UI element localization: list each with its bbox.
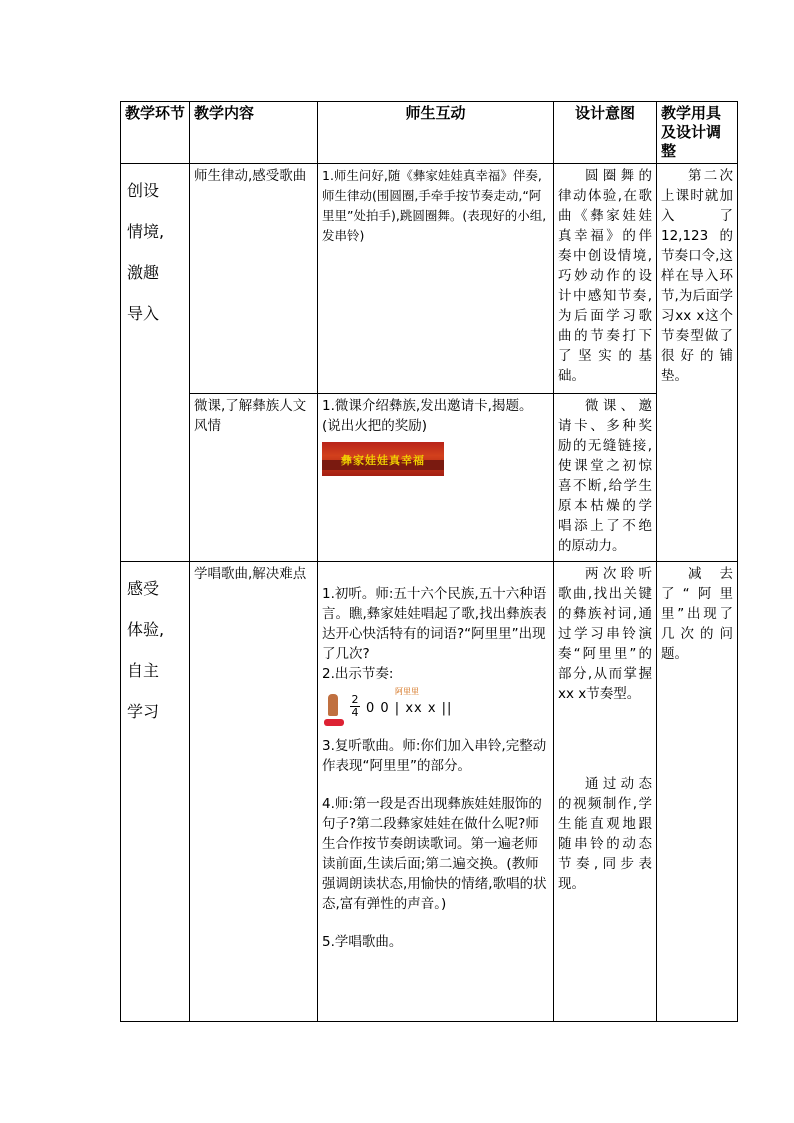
time-signature: 2 4 [351, 693, 359, 719]
header-tools: 教学用具及设计调整 [657, 102, 738, 164]
section-1-row-2 [121, 394, 738, 562]
section-2-stage: 感受 体验, 自主 学习 [121, 562, 190, 1022]
bell-icon [324, 719, 344, 726]
section-1-interaction-2-text: 1.微课介绍彝族,发出邀请卡,揭题。(说出火把的奖励) [322, 398, 533, 434]
section-1-stage: 创设 情境, 激趣 导入 [121, 164, 190, 562]
header-intent: 设计意图 [554, 102, 657, 164]
intent-para-1: 两次聆听歌曲,找出关键的彝族衬词,通过学习串铃演奏“阿里里”的部分,从而掌握xx x节奏型。 [558, 566, 652, 702]
header-interaction: 师生互动 [318, 102, 554, 164]
interaction-step-5: 5.学唱歌曲。 [322, 934, 403, 950]
interaction-step-2: 2.出示节奏: [322, 666, 394, 682]
interaction-step-3: 3.复听歌曲。师:你们加入串铃,完整动作表现“阿里里”的部分。 [322, 738, 547, 774]
lesson-plan-table [120, 101, 738, 1022]
header-content: 教学内容 [190, 102, 318, 164]
banner-title: 彝家娃娃真幸福 [341, 454, 425, 467]
rhythm-lyric-label: 阿里里 [395, 687, 419, 696]
rhythm-notes: 0 0 | xx x || [366, 701, 453, 716]
section-1-interaction-2 [318, 394, 554, 562]
intent-para-2: 通过动态的视频制作,学生能直观地跟随串铃的动态节奏,同步表现。 [558, 776, 652, 892]
header-stage: 教学环节 [121, 102, 190, 164]
section-2-tools: 减去了“阿里里”出现了几次的问题。 [657, 562, 738, 1022]
section-1-interaction-1: 1.师生问好,随《彝家娃娃真幸福》伴奏,师生律动(围圆圈,手牵手按节奏走动,“阿里里”处拍手),跳圆圈舞。(表现好的小组,发串铃) [318, 164, 554, 394]
header-row [121, 102, 738, 164]
micro-lesson-banner [322, 442, 444, 476]
section-2-content: 学唱歌曲,解决难点 [190, 562, 318, 1022]
section-2-row [121, 562, 738, 1022]
section-1-intent-1: 圆圈舞的律动体验,在歌曲《彝家娃娃真幸福》的伴奏中创设情境,巧妙动作的设计中感知节奏,为后面学习歌曲的节奏打下了坚实的基础。 [554, 164, 657, 394]
section-2-intent [554, 562, 657, 1022]
section-1-tools: 第二次上课时就加入了12,123的节奏口令,这样在导入环节,为后面学习xx x这个节奏型做了很好的铺垫。 [657, 164, 738, 562]
section-2-interaction [318, 562, 554, 1022]
figure-icon [328, 694, 338, 716]
rhythm-figure [322, 688, 549, 732]
interaction-step-1: 1.初听。师:五十六个民族,五十六种语言。瞧,彝家娃娃唱起了歌,找出彝族表达开心快活特有的词语?“阿里里”出现了几次? [322, 586, 547, 662]
interaction-step-4: 4.师:第一段是否出现彝族娃娃服饰的句子?第二段彝家娃娃在做什么呢?师生合作按节奏朗读歌词。第一遍老师读前面,生读后面;第二遍交换。(教师强调朗读状态,用愉快的情绪,歌唱的状态,富有弹性的声音。) [322, 796, 547, 912]
section-1-row-1 [121, 164, 738, 394]
section-1-content-2: 微课,了解彝族人文风情 [190, 394, 318, 562]
section-1-intent-2: 微课、邀请卡、多种奖励的无缝链接,使课堂之初惊喜不断,给学生原本枯燥的学唱添上了不绝的原动力。 [554, 394, 657, 562]
section-1-content-1: 师生律动,感受歌曲 [190, 164, 318, 394]
